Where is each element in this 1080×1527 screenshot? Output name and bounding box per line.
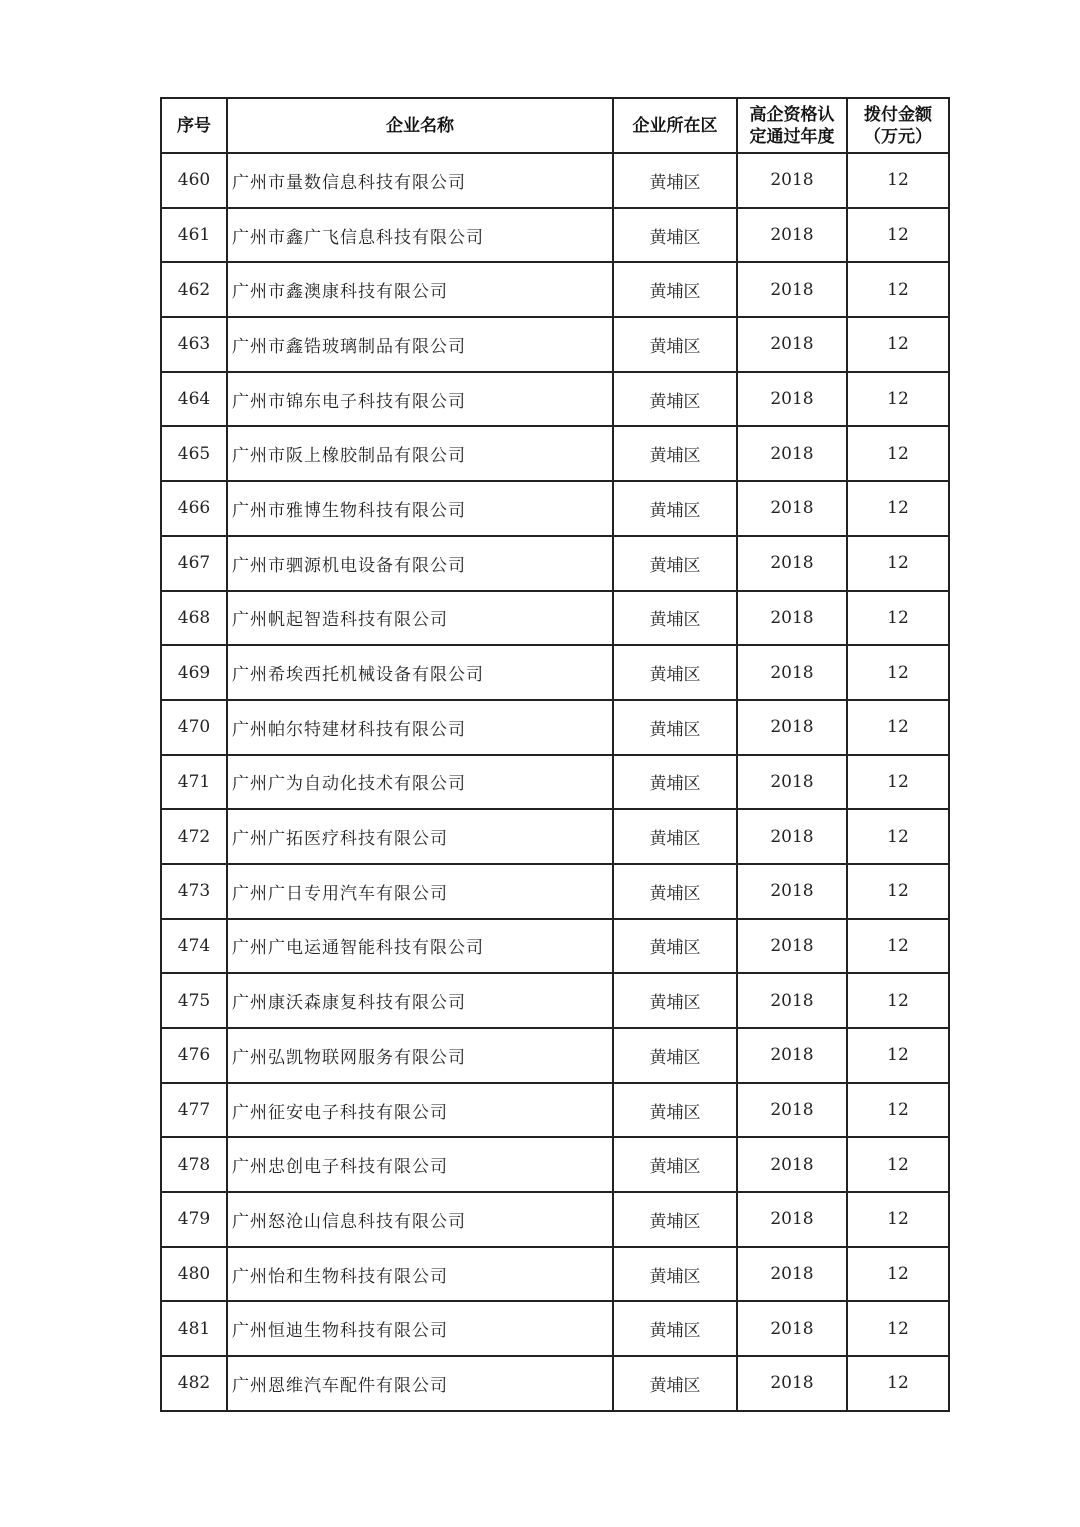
certification-year-cell: 2018 — [737, 973, 847, 1028]
district-cell: 黄埔区 — [613, 317, 737, 372]
grant-amount-cell: 12 — [847, 1192, 949, 1247]
serial-number-cell: 461 — [161, 208, 227, 263]
enterprise-name-cell: 广州弘凯物联网服务有限公司 — [227, 1028, 613, 1083]
grant-amount-cell: 12 — [847, 809, 949, 864]
district-cell: 黄埔区 — [613, 864, 737, 919]
table-row — [161, 864, 949, 919]
table-row — [161, 1137, 949, 1192]
enterprise-name-cell: 广州恒迪生物科技有限公司 — [227, 1301, 613, 1356]
table-row — [161, 481, 949, 536]
enterprise-name-cell: 广州市锦东电子科技有限公司 — [227, 372, 613, 427]
grant-amount-cell: 12 — [847, 481, 949, 536]
grant-amount-cell: 12 — [847, 700, 949, 755]
district-cell: 黄埔区 — [613, 262, 737, 317]
enterprise-name-cell: 广州市驷源机电设备有限公司 — [227, 536, 613, 591]
serial-number-cell: 465 — [161, 426, 227, 481]
grant-amount-cell: 12 — [847, 153, 949, 208]
table-row — [161, 1192, 949, 1247]
grant-amount-cell: 12 — [847, 1247, 949, 1302]
grant-amount-cell: 12 — [847, 864, 949, 919]
serial-number-cell: 477 — [161, 1083, 227, 1138]
table-row — [161, 536, 949, 591]
grant-amount-cell: 12 — [847, 208, 949, 263]
serial-number-cell: 472 — [161, 809, 227, 864]
table-row — [161, 208, 949, 263]
enterprise-name-cell: 广州广拓医疗科技有限公司 — [227, 809, 613, 864]
serial-number-cell: 464 — [161, 372, 227, 427]
certification-year-cell: 2018 — [737, 1356, 847, 1411]
grant-amount-cell: 12 — [847, 262, 949, 317]
serial-number-cell: 471 — [161, 755, 227, 810]
serial-number-cell: 463 — [161, 317, 227, 372]
grant-amount-cell: 12 — [847, 1356, 949, 1411]
certification-year-cell: 2018 — [737, 317, 847, 372]
district-cell: 黄埔区 — [613, 372, 737, 427]
grant-amount-cell: 12 — [847, 591, 949, 646]
table-row — [161, 153, 949, 208]
district-cell: 黄埔区 — [613, 809, 737, 864]
certification-year-cell: 2018 — [737, 208, 847, 263]
table-row — [161, 809, 949, 864]
district-cell: 黄埔区 — [613, 591, 737, 646]
district-cell: 黄埔区 — [613, 536, 737, 591]
table-row — [161, 1356, 949, 1411]
serial-number-cell: 469 — [161, 645, 227, 700]
serial-number-cell: 480 — [161, 1247, 227, 1302]
enterprise-name-cell: 广州康沃森康复科技有限公司 — [227, 973, 613, 1028]
serial-number-cell: 482 — [161, 1356, 227, 1411]
district-cell: 黄埔区 — [613, 426, 737, 481]
grant-amount-cell: 12 — [847, 372, 949, 427]
serial-number-cell: 470 — [161, 700, 227, 755]
certification-year-cell: 2018 — [737, 700, 847, 755]
header-serial-number: 序号 — [161, 98, 227, 153]
grant-amount-cell: 12 — [847, 1137, 949, 1192]
enterprise-name-cell: 广州市雅博生物科技有限公司 — [227, 481, 613, 536]
certification-year-cell: 2018 — [737, 1301, 847, 1356]
district-cell: 黄埔区 — [613, 1192, 737, 1247]
table-row — [161, 1028, 949, 1083]
enterprise-name-cell: 广州市量数信息科技有限公司 — [227, 153, 613, 208]
enterprise-name-cell: 广州市鑫锆玻璃制品有限公司 — [227, 317, 613, 372]
serial-number-cell: 478 — [161, 1137, 227, 1192]
header-certification-year-line2: 定通过年度 — [749, 126, 835, 147]
table-row — [161, 645, 949, 700]
certification-year-cell: 2018 — [737, 591, 847, 646]
district-cell: 黄埔区 — [613, 755, 737, 810]
certification-year-cell: 2018 — [737, 645, 847, 700]
table-row — [161, 973, 949, 1028]
serial-number-cell: 476 — [161, 1028, 227, 1083]
certification-year-cell: 2018 — [737, 919, 847, 974]
certification-year-cell: 2018 — [737, 262, 847, 317]
certification-year-cell: 2018 — [737, 426, 847, 481]
enterprise-name-cell: 广州怒沧山信息科技有限公司 — [227, 1192, 613, 1247]
certification-year-cell: 2018 — [737, 1247, 847, 1302]
grant-amount-cell: 12 — [847, 536, 949, 591]
serial-number-cell: 462 — [161, 262, 227, 317]
header-certification-year-line1: 高企资格认 — [749, 104, 835, 125]
table-row — [161, 1301, 949, 1356]
serial-number-cell: 466 — [161, 481, 227, 536]
header-row — [161, 98, 949, 153]
grant-amount-cell: 12 — [847, 919, 949, 974]
serial-number-cell: 481 — [161, 1301, 227, 1356]
grant-amount-cell: 12 — [847, 755, 949, 810]
district-cell: 黄埔区 — [613, 208, 737, 263]
grant-amount-cell: 12 — [847, 426, 949, 481]
enterprise-name-cell: 广州帕尔特建材科技有限公司 — [227, 700, 613, 755]
serial-number-cell: 468 — [161, 591, 227, 646]
header-grant-amount — [847, 98, 949, 153]
table-row — [161, 317, 949, 372]
serial-number-cell: 475 — [161, 973, 227, 1028]
district-cell: 黄埔区 — [613, 700, 737, 755]
header-certification-year — [737, 98, 847, 153]
serial-number-cell: 467 — [161, 536, 227, 591]
table-row — [161, 1247, 949, 1302]
certification-year-cell: 2018 — [737, 372, 847, 427]
enterprise-name-cell: 广州广日专用汽车有限公司 — [227, 864, 613, 919]
grant-amount-cell: 12 — [847, 1028, 949, 1083]
table-body — [161, 153, 949, 1411]
enterprise-name-cell: 广州广为自动化技术有限公司 — [227, 755, 613, 810]
table-row — [161, 262, 949, 317]
enterprise-name-cell: 广州征安电子科技有限公司 — [227, 1083, 613, 1138]
district-cell: 黄埔区 — [613, 1083, 737, 1138]
header-grant-amount-line2: （万元） — [864, 126, 932, 147]
table-row — [161, 372, 949, 427]
certification-year-cell: 2018 — [737, 1028, 847, 1083]
enterprise-grant-table — [160, 97, 950, 1412]
table-row — [161, 755, 949, 810]
certification-year-cell: 2018 — [737, 153, 847, 208]
district-cell: 黄埔区 — [613, 1356, 737, 1411]
enterprise-name-cell: 广州市鑫澳康科技有限公司 — [227, 262, 613, 317]
certification-year-cell: 2018 — [737, 1192, 847, 1247]
enterprise-name-cell: 广州市阪上橡胶制品有限公司 — [227, 426, 613, 481]
enterprise-name-cell: 广州希埃西托机械设备有限公司 — [227, 645, 613, 700]
district-cell: 黄埔区 — [613, 153, 737, 208]
district-cell: 黄埔区 — [613, 1247, 737, 1302]
enterprise-name-cell: 广州帆起智造科技有限公司 — [227, 591, 613, 646]
table-header — [161, 98, 949, 153]
certification-year-cell: 2018 — [737, 1083, 847, 1138]
table-row — [161, 591, 949, 646]
enterprise-name-cell: 广州市鑫广飞信息科技有限公司 — [227, 208, 613, 263]
certification-year-cell: 2018 — [737, 1137, 847, 1192]
certification-year-cell: 2018 — [737, 864, 847, 919]
serial-number-cell: 460 — [161, 153, 227, 208]
enterprise-name-cell: 广州忠创电子科技有限公司 — [227, 1137, 613, 1192]
district-cell: 黄埔区 — [613, 645, 737, 700]
table-row — [161, 426, 949, 481]
certification-year-cell: 2018 — [737, 536, 847, 591]
header-district: 企业所在区 — [613, 98, 737, 153]
table-row — [161, 700, 949, 755]
enterprise-name-cell: 广州怡和生物科技有限公司 — [227, 1247, 613, 1302]
grant-amount-cell: 12 — [847, 317, 949, 372]
certification-year-cell: 2018 — [737, 755, 847, 810]
serial-number-cell: 473 — [161, 864, 227, 919]
grant-amount-cell: 12 — [847, 1083, 949, 1138]
grant-amount-cell: 12 — [847, 973, 949, 1028]
certification-year-cell: 2018 — [737, 481, 847, 536]
grant-amount-cell: 12 — [847, 1301, 949, 1356]
table-row — [161, 919, 949, 974]
district-cell: 黄埔区 — [613, 1137, 737, 1192]
header-grant-amount-line1: 拨付金额 — [864, 104, 932, 125]
serial-number-cell: 479 — [161, 1192, 227, 1247]
serial-number-cell: 474 — [161, 919, 227, 974]
header-enterprise-name: 企业名称 — [227, 98, 613, 153]
table-row — [161, 1083, 949, 1138]
certification-year-cell: 2018 — [737, 809, 847, 864]
enterprise-name-cell: 广州广电运通智能科技有限公司 — [227, 919, 613, 974]
district-cell: 黄埔区 — [613, 973, 737, 1028]
district-cell: 黄埔区 — [613, 1301, 737, 1356]
district-cell: 黄埔区 — [613, 1028, 737, 1083]
district-cell: 黄埔区 — [613, 481, 737, 536]
enterprise-name-cell: 广州恩维汽车配件有限公司 — [227, 1356, 613, 1411]
district-cell: 黄埔区 — [613, 919, 737, 974]
grant-amount-cell: 12 — [847, 645, 949, 700]
